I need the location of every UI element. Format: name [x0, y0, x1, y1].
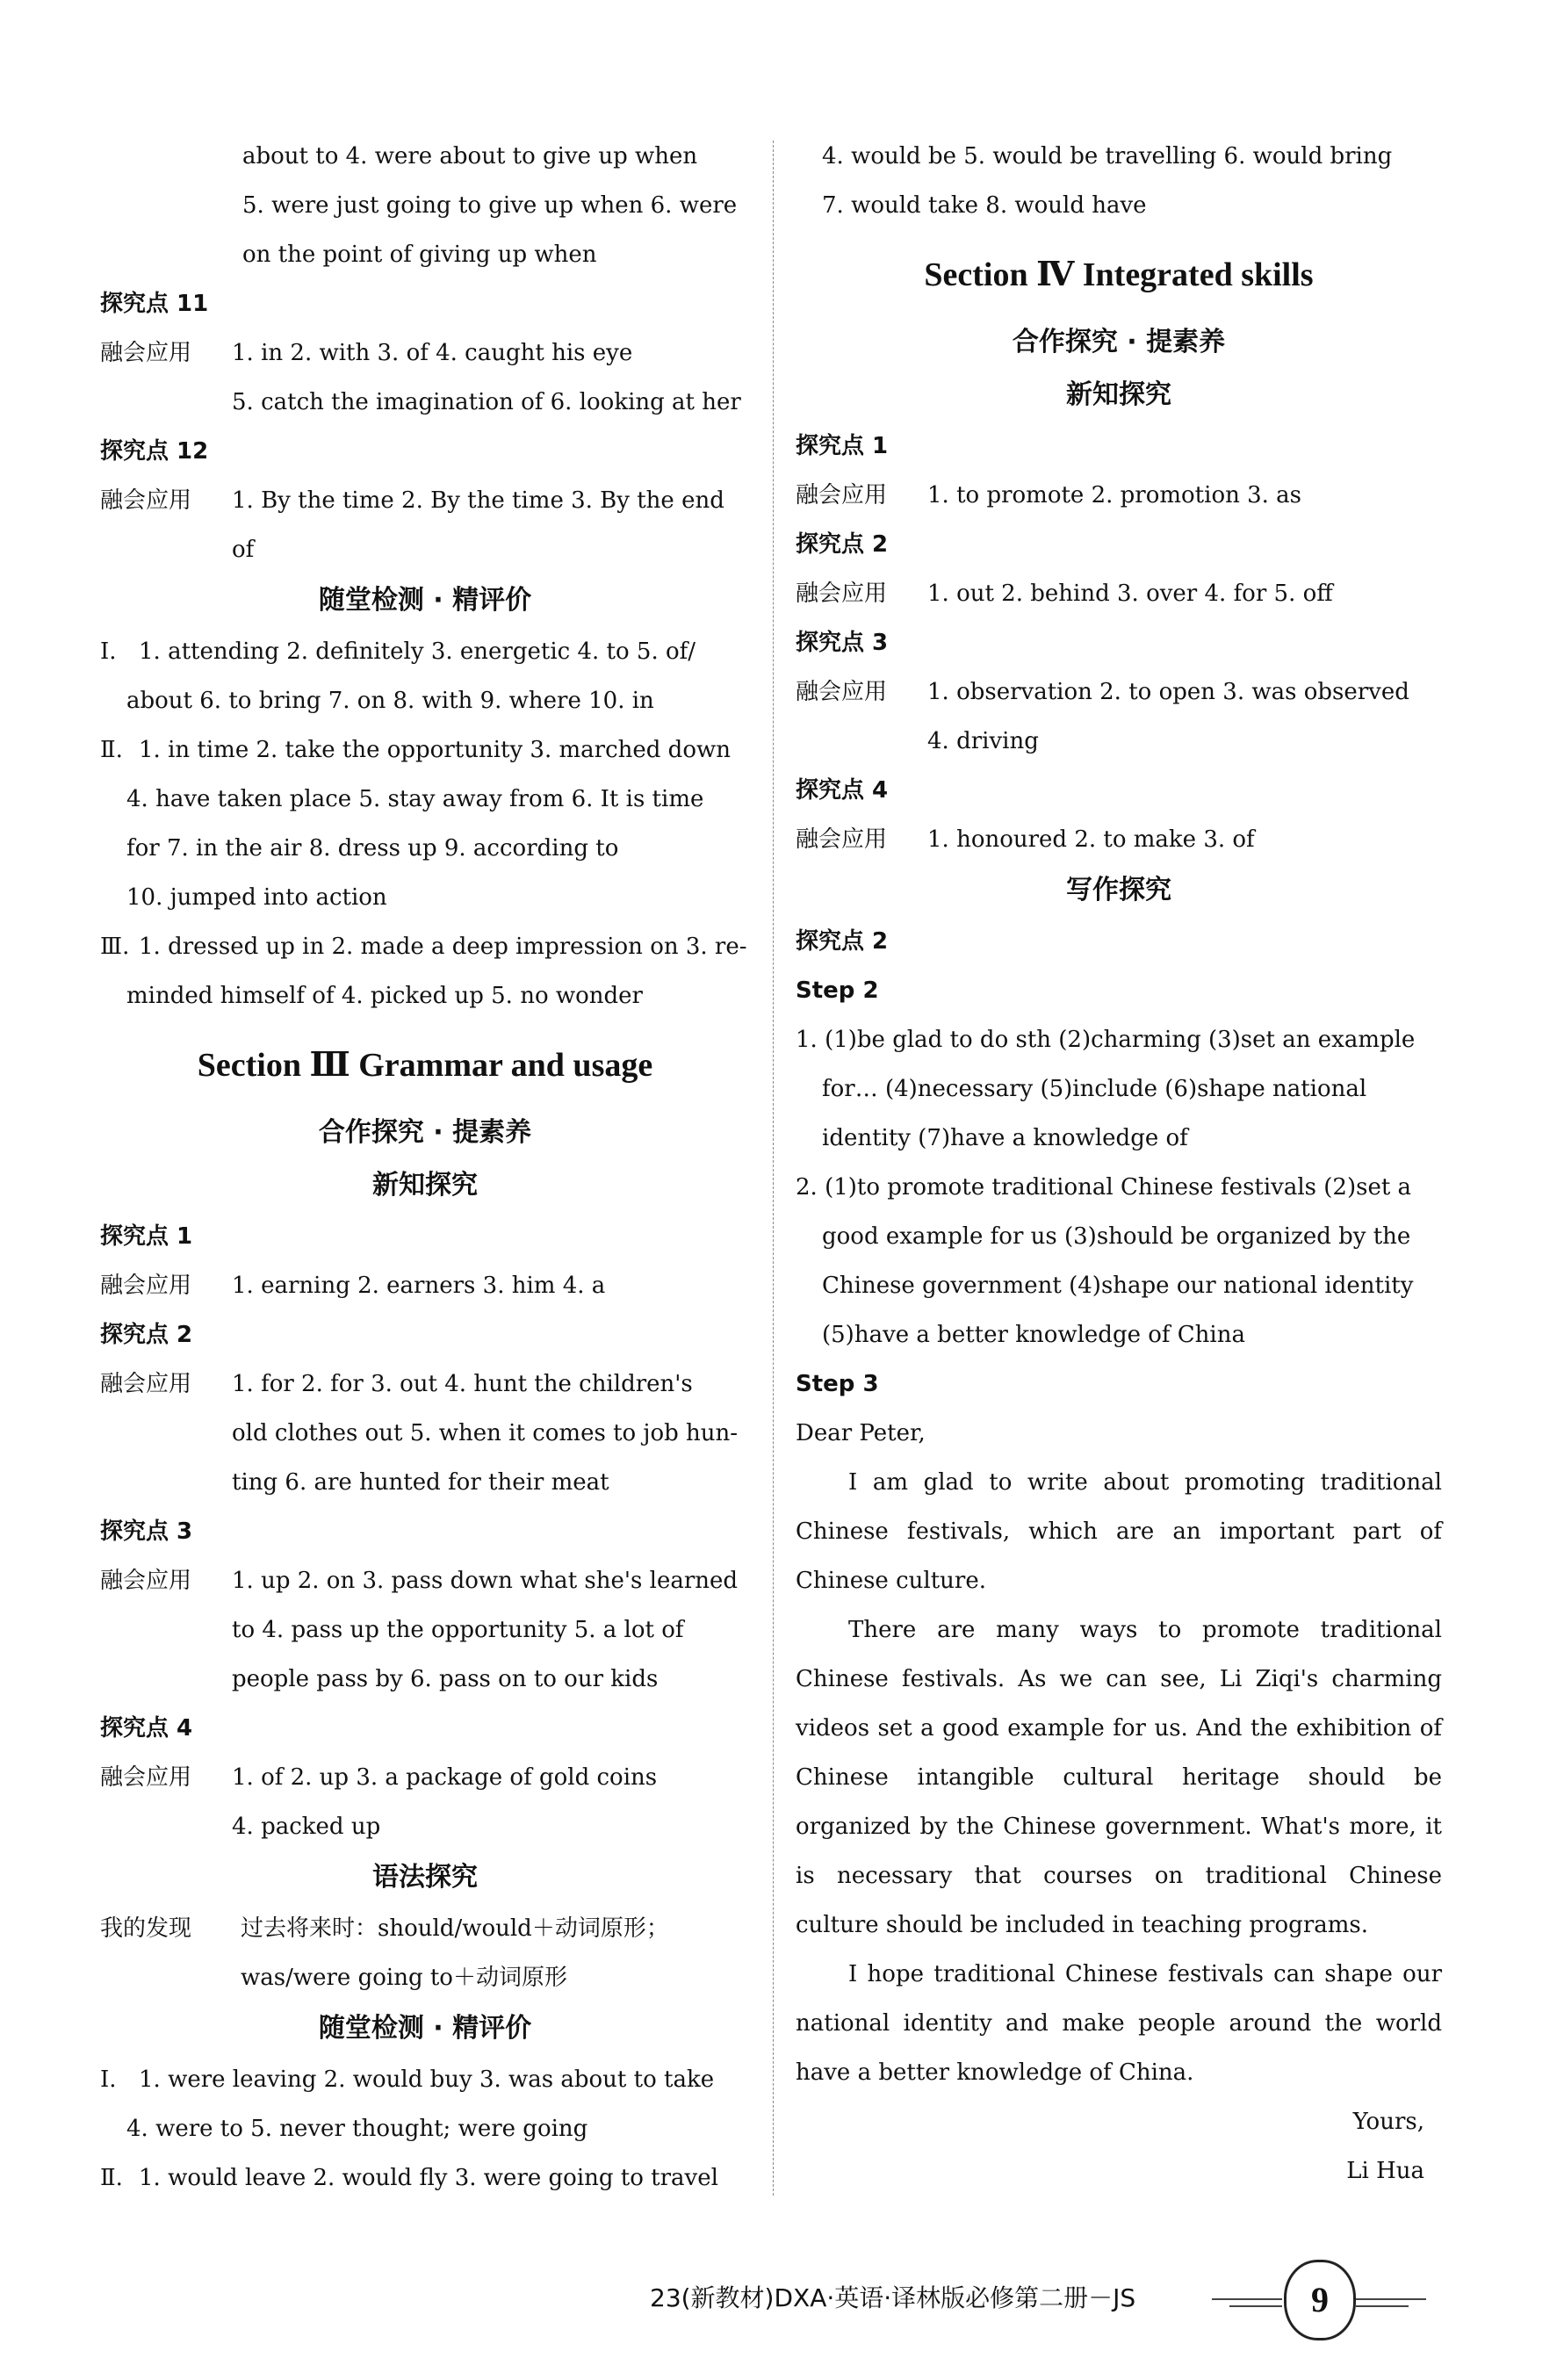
column-divider: [773, 141, 774, 2196]
answer-line: people pass by 6. pass on to our kids: [232, 1666, 659, 1692]
point-label: 探究点 1: [100, 1223, 193, 1250]
subsection-title: 新知探究: [372, 1170, 478, 1201]
subsection-title: 写作探究: [1066, 875, 1171, 905]
answer-line: 4. would be 5. would be travelling 6. would bring: [822, 143, 1393, 169]
answer-line: 4. packed up: [232, 1814, 381, 1840]
point-label: 探究点 2: [796, 531, 889, 558]
answer-line: 1. (1)be glad to do sth (2)charming (3)set an example: [796, 1027, 1416, 1053]
letter-closing: Yours,: [1352, 2109, 1424, 2135]
answer-row: [100, 328, 750, 427]
section-title: Section Ⅳ Integrated skills: [924, 256, 1314, 293]
answer-line: 2. (1)to promote traditional Chinese festivals (2)set a: [796, 1174, 1412, 1201]
row-tag: 融会应用: [796, 581, 888, 607]
row-tag: 融会应用: [100, 1273, 192, 1299]
answer-line: 1. dressed up in 2. made a deep impression on 3. re-: [139, 934, 747, 960]
answer-row: [796, 815, 1442, 864]
point-label: 探究点 1: [796, 433, 889, 459]
answer-line: 4. have taken place 5. stay away from 6. It is time: [126, 786, 704, 812]
letter-paragraph: I am glad to write about promoting traditional Chinese festivals, which are an important part of Chinese culture.: [796, 1469, 1442, 1594]
answer-line: good example for us (3)should be organized by the: [822, 1223, 1411, 1250]
point-label: 探究点 2: [796, 928, 889, 955]
row-tag: 融会应用: [796, 826, 888, 853]
answer-row: [100, 1753, 750, 1851]
answer-line: ting 6. are hunted for their meat: [232, 1469, 609, 1496]
row-tag: 融会应用: [100, 487, 192, 514]
letter-paragraph: There are many ways to promote traditional Chinese festivals. As we can see, Li Ziqi's charming videos set a good example for us. And the exhibition of Chinese intangible cultural heritage should be organized by the Chinese government. What's more, it is necessary that courses on traditional Chinese culture should be included in teaching programs.: [796, 1617, 1442, 1938]
answer-line: 1. earning 2. earners 3. him 4. a: [232, 1273, 606, 1299]
row-tag: 融会应用: [100, 1764, 192, 1791]
book-info: 23(新教材)DXA·英语·译林版必修第二册－JS: [650, 2283, 1136, 2312]
row-tag: 融会应用: [100, 1568, 192, 1594]
answer-line: 1. By the time 2. By the time 3. By the end: [232, 487, 724, 514]
answer-row: [796, 667, 1442, 766]
answer-line: was/were going to＋动词原形: [241, 1965, 567, 1991]
letter-salutation: Dear Peter,: [796, 1420, 926, 1446]
left-column: [100, 132, 750, 2203]
answer-line: 5. catch the imagination of 6. looking at her: [232, 389, 741, 415]
subsection-title: 随堂检测 · 精评价: [318, 585, 532, 616]
subsection-title: 语法探究: [372, 1862, 478, 1893]
answer-line: 1. to promote 2. promotion 3. as: [927, 482, 1302, 508]
page-footer: [0, 2253, 1564, 2349]
roman-numeral: Ⅰ.: [100, 2066, 117, 2093]
answer-line: 4. driving: [927, 728, 1039, 754]
answer-row: [100, 1556, 750, 1704]
finding-row: [100, 1904, 750, 2002]
row-tag: 融会应用: [796, 482, 888, 508]
sample-letter: [796, 1409, 1442, 2196]
answer-line: identity (7)have a knowledge of: [822, 1125, 1188, 1151]
answer-row: [100, 1359, 750, 1507]
point-label: 探究点 3: [796, 630, 889, 656]
footer-ornament-right: [1356, 2305, 1409, 2307]
answer-line: about to 4. were about to give up when: [242, 143, 698, 169]
footer-ornament-right: [1356, 2298, 1426, 2300]
row-tag: 融会应用: [100, 340, 192, 366]
answer-line: 1. honoured 2. to make 3. of: [927, 826, 1255, 853]
answer-line: 1. in 2. with 3. of 4. caught his eye: [232, 340, 633, 366]
answer-line: 1. were leaving 2. would buy 3. was about to take: [139, 2066, 715, 2093]
footer-ornament-left: [1229, 2305, 1282, 2307]
point-label: 探究点 4: [100, 1715, 193, 1742]
answer-line: about 6. to bring 7. on 8. with 9. where 10. in: [126, 688, 654, 714]
answer-line: 4. were to 5. never thought; were going: [126, 2116, 588, 2142]
row-tag: 融会应用: [100, 1371, 192, 1397]
answer-line: 5. were just going to give up when 6. were: [242, 192, 738, 219]
answer-line: 1. of 2. up 3. a package of gold coins: [232, 1764, 658, 1791]
roman-numeral: Ⅰ.: [100, 638, 117, 665]
answer-line: of: [232, 537, 255, 563]
row-tag: 融会应用: [796, 679, 888, 705]
answer-line: for… (4)necessary (5)include (6)shape national: [822, 1076, 1367, 1102]
answer-line: 1. out 2. behind 3. over 4. for 5. off: [927, 581, 1333, 607]
point-label: 探究点 4: [796, 777, 889, 804]
page-number: 9: [1284, 2260, 1356, 2340]
answer-line: 1. for 2. for 3. out 4. hunt the children's: [232, 1371, 693, 1397]
answer-line: on the point of giving up when: [242, 242, 597, 268]
point-label: 探究点 2: [100, 1322, 193, 1348]
row-tag: 我的发现: [100, 1915, 192, 1942]
answer-row: [796, 471, 1442, 520]
subsection-title: 合作探究 · 提素养: [318, 1117, 532, 1148]
answer-line: 10. jumped into action: [126, 884, 387, 911]
answer-line: (5)have a better knowledge of China: [822, 1322, 1245, 1348]
footer-ornament-left: [1212, 2298, 1282, 2300]
answer-row: [100, 476, 750, 574]
point-label: 探究点 11: [100, 291, 209, 317]
roman-numeral: Ⅱ.: [100, 2165, 123, 2191]
right-column: [796, 132, 1442, 2196]
answer-line: old clothes out 5. when it comes to job hun-: [232, 1420, 739, 1446]
answer-row: [796, 569, 1442, 618]
subsection-title: 新知探究: [1066, 379, 1171, 410]
letter-signature: Li Hua: [1346, 2158, 1424, 2184]
answer-line: Chinese government (4)shape our national identity: [822, 1273, 1414, 1299]
answer-row: [100, 1261, 750, 1310]
letter-paragraph: I hope traditional Chinese festivals can shape our national identity and make people around the world have a better knowledge of China.: [796, 1961, 1442, 2086]
step-label: Step 3: [796, 1371, 879, 1397]
section-title: Section Ⅲ Grammar and usage: [197, 1047, 653, 1084]
answer-line: 1. observation 2. to open 3. was observed: [927, 679, 1409, 705]
point-label: 探究点 12: [100, 438, 209, 465]
subsection-title: 合作探究 · 提素养: [1012, 327, 1226, 357]
answer-line: minded himself of 4. picked up 5. no wonder: [126, 983, 643, 1009]
answer-line: 过去将来时：should/would＋动词原形；: [241, 1915, 669, 1942]
point-label: 探究点 3: [100, 1518, 193, 1545]
answer-line: 1. in time 2. take the opportunity 3. marched down: [139, 737, 731, 763]
answer-line: 1. up 2. on 3. pass down what she's learned: [232, 1568, 739, 1594]
roman-numeral: Ⅲ.: [100, 934, 130, 960]
answer-line: 1. attending 2. definitely 3. energetic 4. to 5. of/: [139, 638, 696, 665]
answer-line: 7. would take 8. would have: [822, 192, 1147, 219]
roman-numeral: Ⅱ.: [100, 737, 123, 763]
subsection-title: 随堂检测 · 精评价: [318, 2013, 532, 2044]
answer-line: to 4. pass up the opportunity 5. a lot of: [232, 1617, 684, 1643]
step-label: Step 2: [796, 977, 879, 1004]
answer-line: 1. would leave 2. would fly 3. were going to travel: [139, 2165, 718, 2191]
answer-line: for 7. in the air 8. dress up 9. according to: [126, 835, 619, 862]
